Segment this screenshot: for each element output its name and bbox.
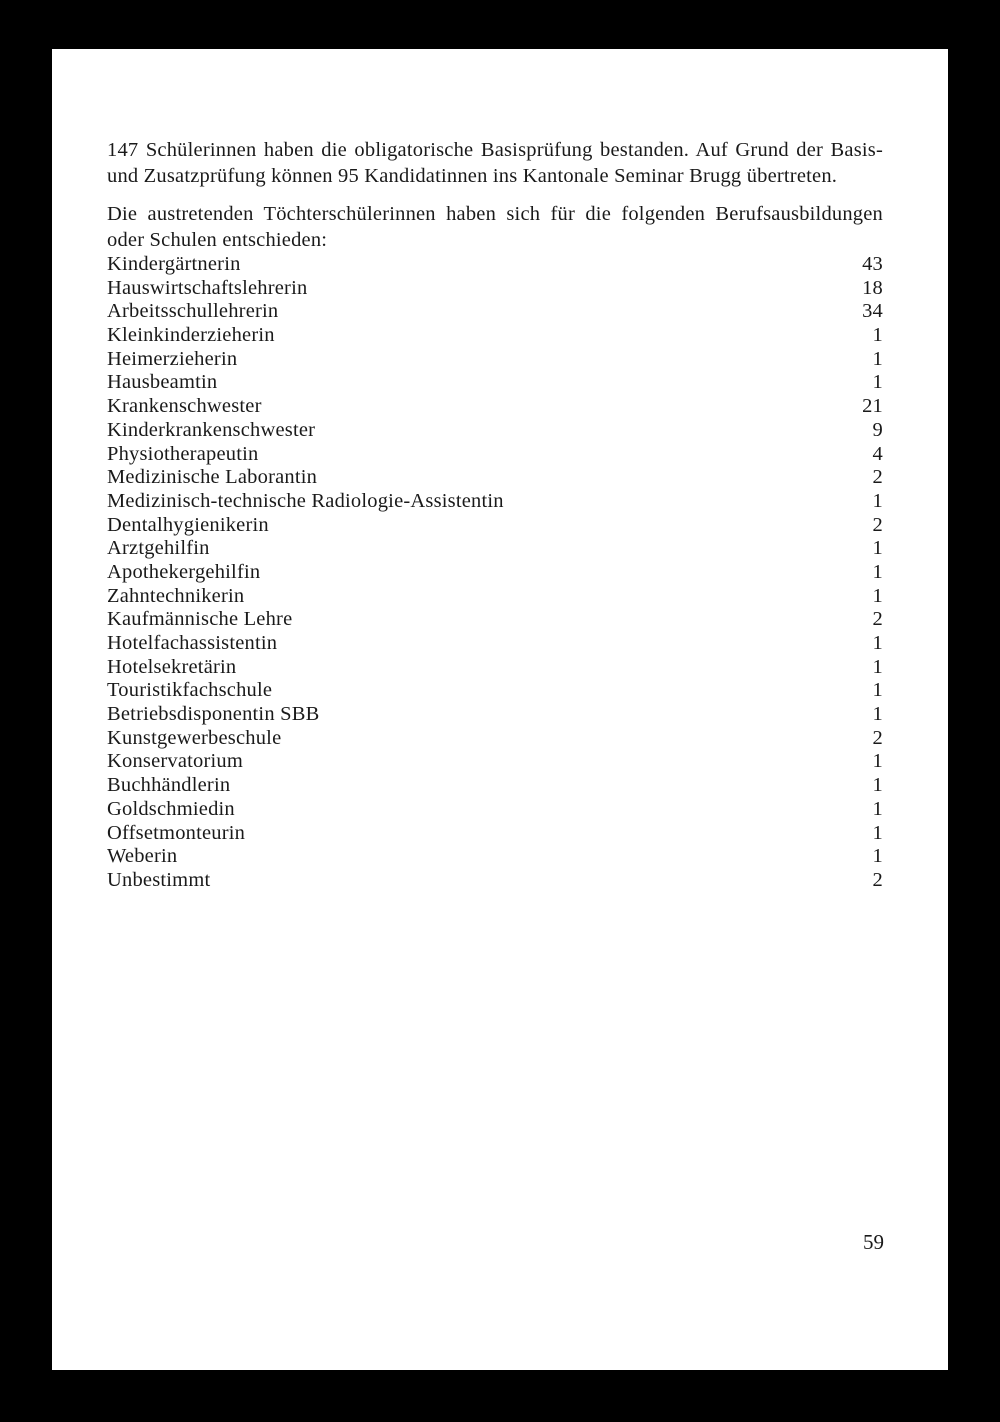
profession-count: 1 [872,324,883,347]
profession-name: Zahntechnikerin [107,584,245,607]
profession-count: 2 [872,726,883,749]
profession-list [107,253,883,893]
profession-name: Medizinische Laborantin [107,466,318,489]
profession-count: 18 [862,276,883,299]
profession-row [107,750,883,774]
profession-row [107,324,883,348]
profession-row [107,490,883,514]
profession-name: Physiotherapeutin [107,442,259,465]
profession-count: 1 [872,703,883,726]
profession-name: Hotelfachassistentin [107,632,278,654]
profession-row [107,679,883,703]
profession-row [107,727,883,751]
profession-row [107,608,883,632]
profession-row [107,466,883,490]
profession-row [107,348,883,372]
profession-name: Apothekergehilfin [107,560,261,583]
profession-row [107,632,883,656]
list-intro-paragraph: Die austretenden Töchterschülerinnen haben sich für die folgenden Berufsausbildungen oder Schulen entschieden: [107,203,883,251]
profession-count: 2 [872,513,883,536]
profession-count: 1 [872,371,883,394]
profession-row [107,774,883,798]
profession-name: Betriebsdisponentin SBB [107,703,320,726]
profession-count: 1 [872,845,883,868]
profession-count: 2 [872,466,883,489]
profession-name: Dentalhygienikerin [107,513,269,536]
profession-row [107,845,883,869]
profession-count: 1 [872,560,883,583]
profession-name: Kinderkrankenschwester [107,418,316,441]
profession-row [107,537,883,561]
profession-count: 1 [872,821,883,844]
profession-name: Kindergärtnerin [107,253,241,275]
profession-count: 1 [872,774,883,797]
profession-name: Buchhändlerin [107,774,231,797]
profession-count: 1 [872,489,883,512]
profession-row [107,253,883,277]
profession-count: 1 [872,679,883,702]
profession-row [107,443,883,467]
profession-row [107,277,883,301]
page-number: 59 [863,1230,884,1254]
profession-count: 1 [872,797,883,820]
profession-name: Hauswirtschaftslehrerin [107,276,308,299]
profession-name: Unbestimmt [107,868,211,891]
profession-row [107,656,883,680]
profession-name: Arbeitsschullehrerin [107,300,279,323]
profession-count: 1 [872,750,883,773]
profession-row [107,514,883,538]
profession-row [107,798,883,822]
profession-row [107,869,883,893]
profession-name: Offsetmonteurin [107,821,246,844]
profession-name: Arztgehilfin [107,537,210,560]
profession-count: 4 [872,442,883,465]
profession-name: Hotelsekretärin [107,655,237,678]
profession-name: Kunstgewerbeschule [107,726,282,749]
profession-count: 2 [872,608,883,631]
profession-count: 34 [862,300,883,323]
profession-count: 9 [872,418,883,441]
profession-name: Hausbeamtin [107,371,218,394]
profession-row [107,300,883,324]
profession-count: 2 [872,868,883,891]
profession-count: 21 [862,395,883,418]
profession-name: Medizinisch-technische Radiologie-Assistentin [107,489,504,512]
profession-name: Touristikfachschule [107,679,273,702]
profession-row [107,561,883,585]
page-content [107,137,883,893]
profession-name: Weberin [107,845,178,868]
profession-count: 43 [862,253,883,275]
profession-name: Krankenschwester [107,395,262,418]
profession-name: Kaufmännische Lehre [107,608,293,631]
profession-name: Heimerzieherin [107,347,238,370]
profession-count: 1 [872,347,883,370]
profession-row [107,703,883,727]
profession-name: Konservatorium [107,750,244,773]
profession-name: Goldschmiedin [107,797,235,820]
profession-count: 1 [872,632,883,654]
profession-count: 1 [872,655,883,678]
profession-row [107,585,883,609]
intro-paragraph: 147 Schülerinnen haben die obligatorische Basisprüfung bestanden. Auf Grund der Basis- und Zusatzprüfung können 95 Kandidatinnen ins Kantonale Seminar Brugg übertreten. [107,139,883,187]
profession-row [107,371,883,395]
profession-name: Kleinkinderzieherin [107,324,275,347]
profession-row [107,822,883,846]
profession-count: 1 [872,537,883,560]
profession-row [107,395,883,419]
profession-row [107,419,883,443]
document-page [52,49,948,1370]
profession-count: 1 [872,584,883,607]
